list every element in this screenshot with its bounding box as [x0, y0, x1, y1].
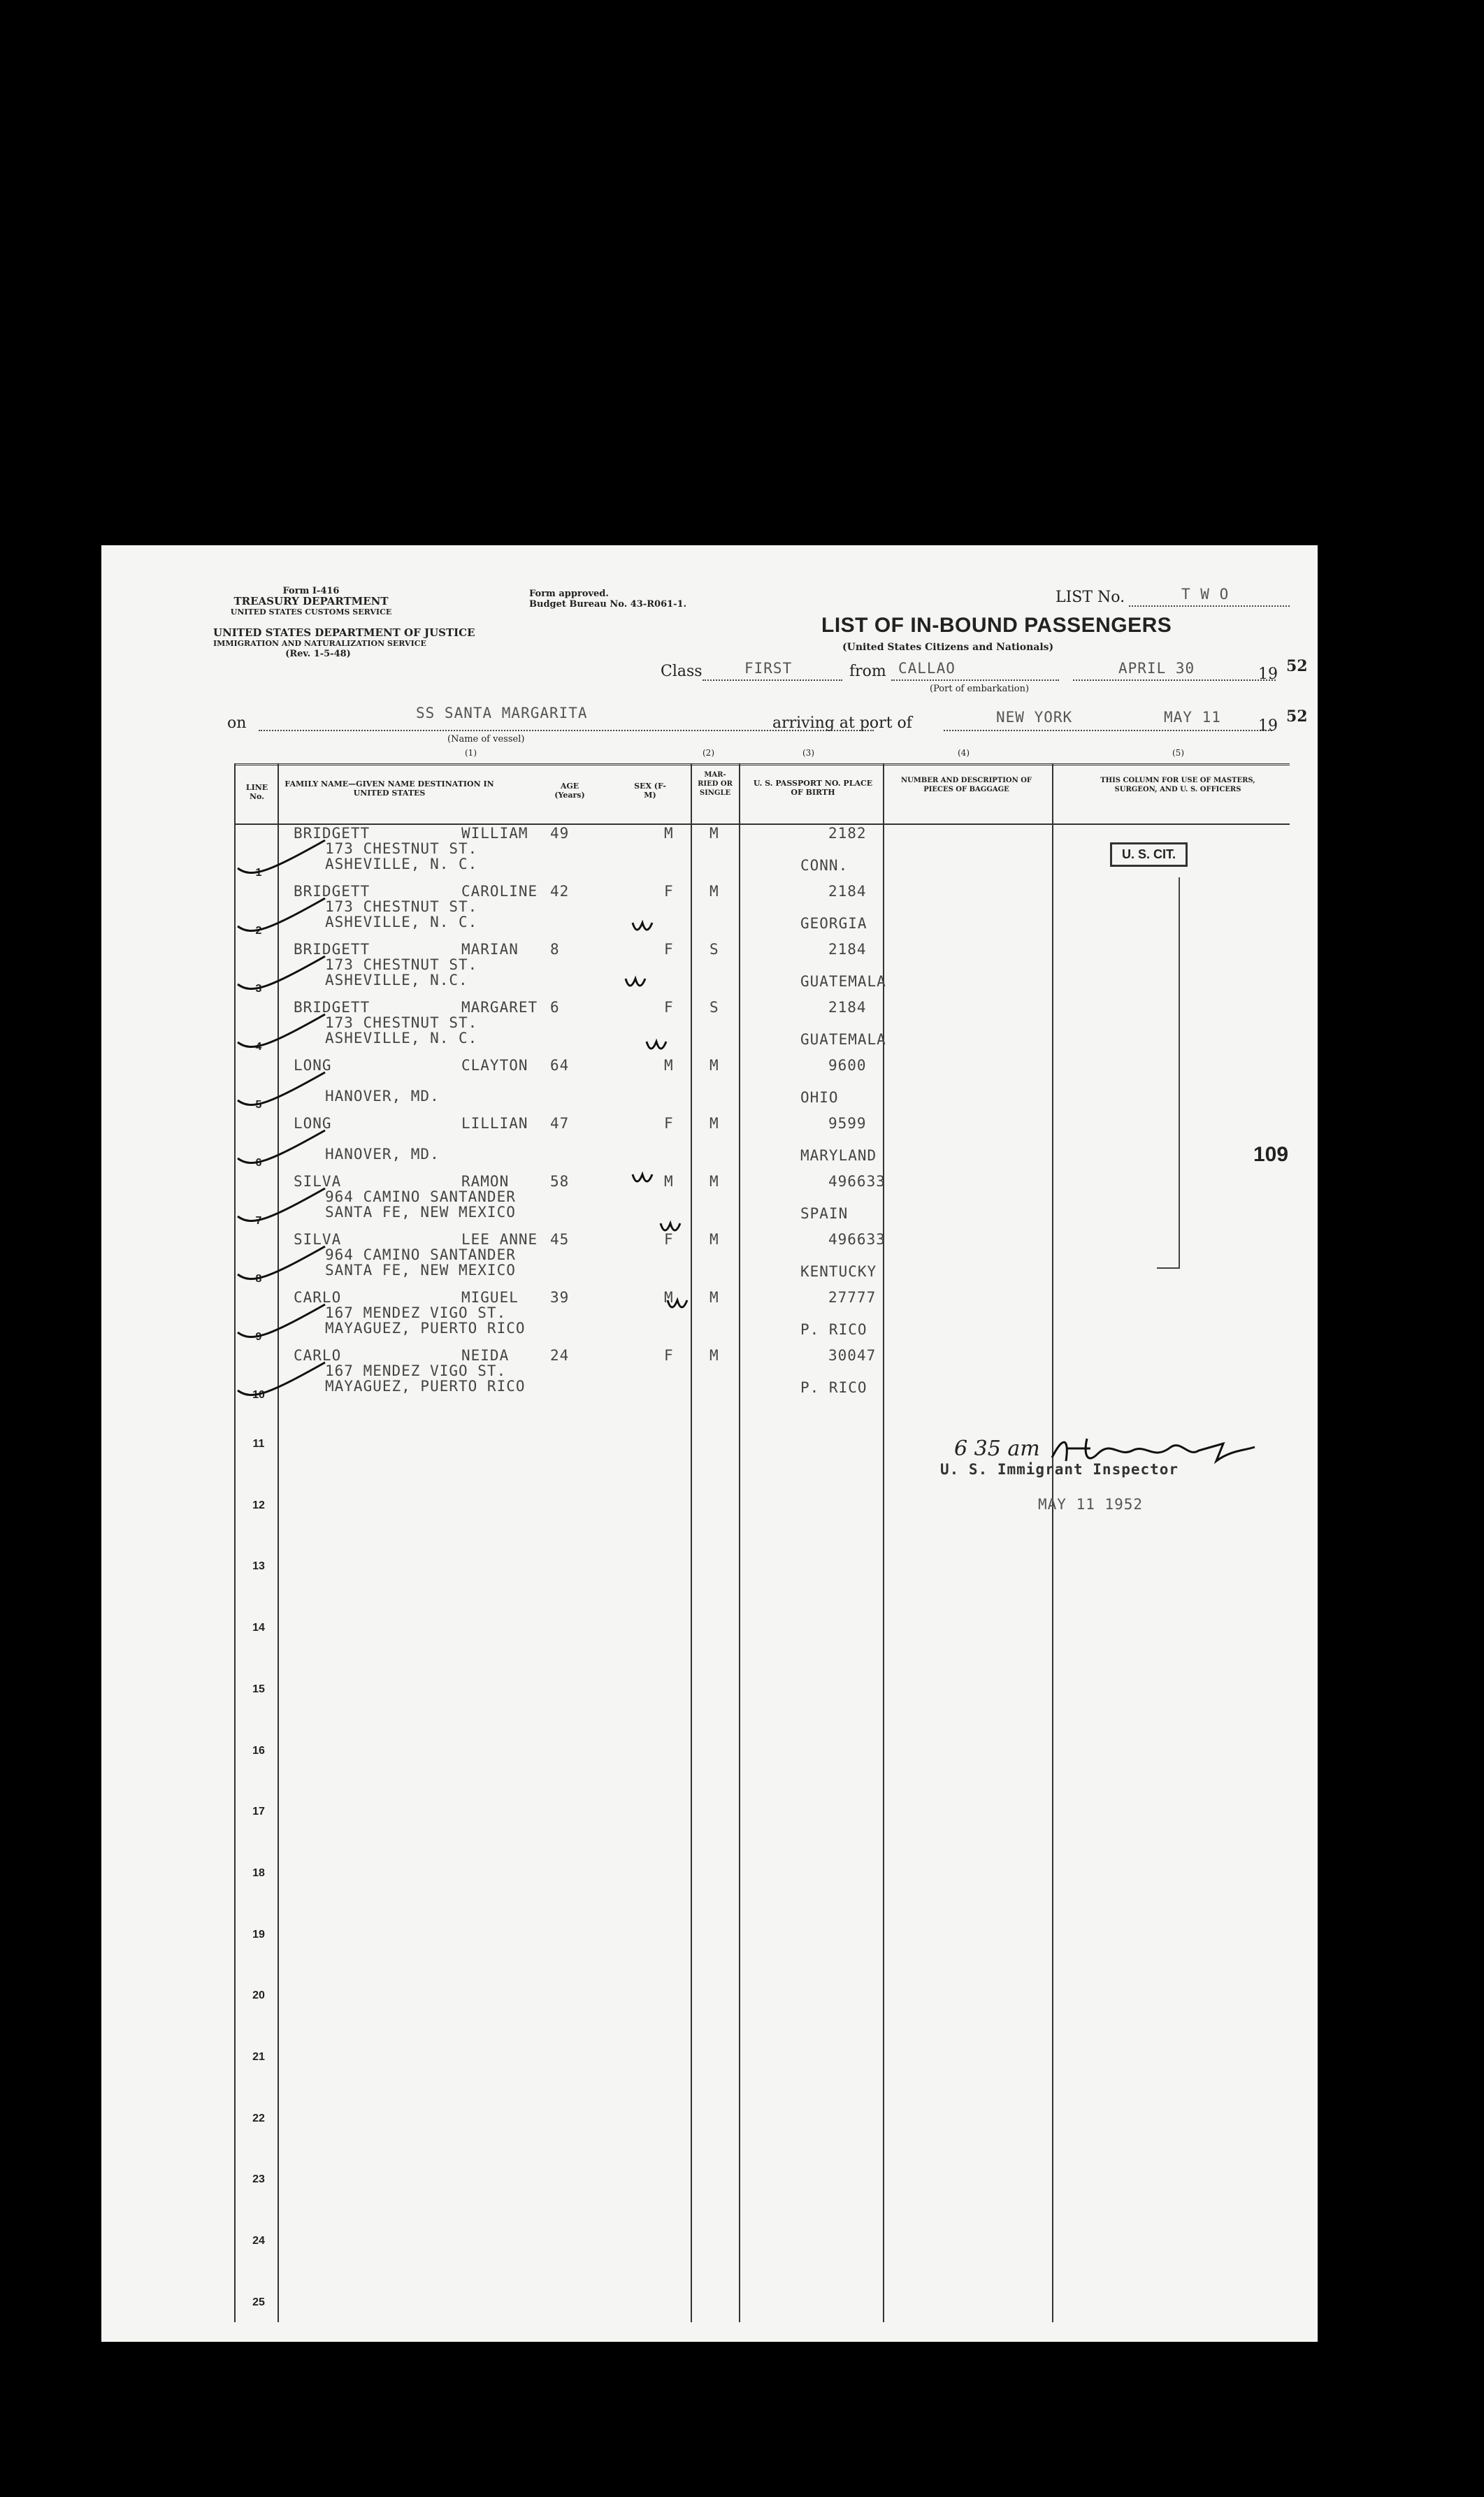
- passport-number: 496633: [828, 1231, 886, 1248]
- line-number: 1: [255, 867, 262, 879]
- family-name: BRIDGETT: [294, 825, 370, 842]
- marital-status: M: [709, 1347, 719, 1364]
- family-name: CARLO: [294, 1347, 342, 1364]
- age: 58: [550, 1173, 570, 1190]
- page-number: 109: [1253, 1143, 1289, 1166]
- check-mark: [238, 1246, 325, 1279]
- col-header-passport: U. S. PASSPORT NO. PLACE OF BIRTH: [753, 779, 873, 797]
- family-name: BRIDGETT: [294, 941, 370, 958]
- budget-bureau: Budget Bureau No. 43-R061-1.: [529, 599, 687, 610]
- departure-date: APRIL 30: [1118, 660, 1195, 677]
- passport-number: 30047: [828, 1347, 877, 1364]
- arrival-port: NEW YORK: [996, 709, 1073, 726]
- manifest-page: [101, 545, 1318, 2342]
- vessel-caption: (Name of vessel): [447, 734, 525, 744]
- check-mark: [238, 1130, 325, 1163]
- line-number: 7: [255, 1215, 262, 1227]
- line-number: 22: [252, 2112, 265, 2124]
- sex: F: [664, 999, 674, 1016]
- family-name: BRIDGETT: [294, 999, 370, 1016]
- address-city: MAYAGUEZ, PUERTO RICO: [325, 1378, 526, 1395]
- initial-mark: [647, 1042, 666, 1049]
- line-number: 23: [252, 2173, 265, 2186]
- class-value: FIRST: [744, 660, 793, 677]
- bracket-tick: [1157, 1267, 1180, 1269]
- port-embarkation-caption: (Port of embarkation): [930, 684, 1030, 694]
- given-name: MIGUEL: [461, 1289, 519, 1306]
- marital-status: S: [709, 999, 719, 1016]
- age: 45: [550, 1231, 570, 1248]
- family-name: BRIDGETT: [294, 883, 370, 900]
- place-of-birth: GUATEMALA: [800, 973, 886, 990]
- arrival-line: [944, 730, 1272, 731]
- us-cit-stamp: U. S. CIT.: [1110, 842, 1188, 867]
- vessel-name: SS SANTA MARGARITA: [416, 705, 588, 721]
- line-number: 21: [252, 2051, 265, 2063]
- col-header-age: AGE (Years): [554, 782, 585, 800]
- address-city: HANOVER, MD.: [325, 1146, 440, 1163]
- age: 39: [550, 1289, 570, 1306]
- date-line: [1073, 679, 1276, 681]
- place-of-birth: SPAIN: [800, 1205, 849, 1222]
- col-num-2: (2): [703, 748, 714, 758]
- check-mark: [238, 956, 325, 989]
- page-subtitle: (United States Citizens and Nationals): [842, 642, 1054, 653]
- passport-number: 496633: [828, 1173, 886, 1190]
- given-name: CAROLINE: [461, 883, 538, 900]
- check-mark: [238, 1362, 325, 1395]
- sex: F: [664, 941, 674, 958]
- place-of-birth: GUATEMALA: [800, 1031, 886, 1048]
- passport-number: 9600: [828, 1057, 867, 1074]
- line-number: 11: [252, 1438, 265, 1450]
- given-name: NEIDA: [461, 1347, 510, 1364]
- passport-number: 9599: [828, 1115, 867, 1132]
- age: 64: [550, 1057, 570, 1074]
- inspection-date-stamp: MAY 11 1952: [1038, 1496, 1144, 1513]
- address-city: MAYAGUEZ, PUERTO RICO: [325, 1320, 526, 1337]
- given-name: MARIAN: [461, 941, 519, 958]
- given-name: RAMON: [461, 1173, 510, 1190]
- marital-status: S: [709, 941, 719, 958]
- address-city: ASHEVILLE, N. C.: [325, 856, 478, 872]
- line-number: 18: [252, 1866, 265, 1879]
- initial-mark: [633, 923, 652, 930]
- place-of-birth: KENTUCKY: [800, 1263, 877, 1280]
- sex: M: [664, 825, 674, 842]
- arrival-year-prefix: 19: [1258, 717, 1278, 735]
- col-divider: [883, 763, 884, 2322]
- given-name: LILLIAN: [461, 1115, 528, 1132]
- line-number: 12: [252, 1499, 265, 1511]
- treasury-dept: TREASURY DEPARTMENT: [233, 595, 389, 607]
- col-divider: [1052, 763, 1053, 2322]
- passport-number: 27777: [828, 1289, 877, 1306]
- initial-mark: [633, 1174, 652, 1181]
- address-street: 173 CHESTNUT ST.: [325, 898, 478, 915]
- page-title: LIST OF IN-BOUND PASSENGERS: [821, 614, 1172, 637]
- given-name: CLAYTON: [461, 1057, 528, 1074]
- address-street: 964 CAMINO SANTANDER: [325, 1188, 516, 1205]
- place-of-birth: P. RICO: [800, 1321, 867, 1338]
- check-mark: [238, 1188, 325, 1221]
- time-note: 6 35 am: [954, 1437, 1040, 1461]
- check-mark: [238, 1014, 325, 1047]
- from-value: CALLAO: [898, 660, 956, 677]
- line-number: 24: [252, 2235, 265, 2247]
- address-city: HANOVER, MD.: [325, 1088, 440, 1104]
- line-number: 10: [252, 1389, 265, 1401]
- line-number: 8: [255, 1273, 262, 1285]
- marital-status: M: [709, 1115, 719, 1132]
- line-number: 19: [252, 1928, 265, 1941]
- marital-status: M: [709, 883, 719, 900]
- place-of-birth: CONN.: [800, 857, 849, 874]
- col-num-4: (4): [958, 748, 970, 758]
- form-number: Form I-416: [282, 586, 340, 596]
- address-street: 167 MENDEZ VIGO ST.: [325, 1362, 507, 1379]
- address-city: SANTA FE, NEW MEXICO: [325, 1262, 516, 1279]
- from-label: from: [849, 663, 886, 680]
- address-street: 173 CHESTNUT ST.: [325, 956, 478, 973]
- on-label: on: [227, 714, 247, 732]
- passport-number: 2182: [828, 825, 867, 842]
- age: 42: [550, 883, 570, 900]
- from-line: [891, 679, 1059, 681]
- col-header-line: LINE No.: [245, 783, 268, 801]
- line-number: 6: [255, 1157, 262, 1169]
- col-header-name: FAMILY NAME—GIVEN NAME DESTINATION IN UNITED STATES: [284, 779, 494, 798]
- family-name: SILVA: [294, 1231, 342, 1248]
- family-name: CARLO: [294, 1289, 342, 1306]
- initial-mark: [661, 1223, 680, 1230]
- family-name: LONG: [294, 1057, 332, 1074]
- list-no-label: LIST No.: [1056, 589, 1125, 606]
- col-header-married: MAR-RIED OR SINGLE: [698, 771, 733, 797]
- line-number: 5: [255, 1099, 262, 1111]
- initial-mark: [626, 979, 645, 986]
- marital-status: M: [709, 1173, 719, 1190]
- line-number: 3: [255, 983, 262, 995]
- line-number: 13: [252, 1560, 265, 1573]
- line-number: 25: [252, 2296, 265, 2308]
- family-name: LONG: [294, 1115, 332, 1132]
- given-name: WILLIAM: [461, 825, 528, 842]
- line-number: 14: [252, 1622, 265, 1634]
- sex: M: [664, 1289, 674, 1306]
- line-number: 17: [252, 1806, 265, 1818]
- address-city: ASHEVILLE, N. C.: [325, 914, 478, 930]
- col-num-3: (3): [802, 748, 814, 758]
- year-prefix: 19: [1258, 665, 1278, 683]
- check-marks: [101, 545, 800, 1524]
- list-no-line: [1129, 605, 1290, 607]
- arriving-label: arriving at port of: [772, 714, 912, 732]
- year-value: 52: [1286, 657, 1308, 675]
- family-name: SILVA: [294, 1173, 342, 1190]
- col-num-5: (5): [1172, 748, 1184, 758]
- address-street: 173 CHESTNUT ST.: [325, 840, 478, 857]
- line-number: 16: [252, 1744, 265, 1757]
- address-street: 173 CHESTNUT ST.: [325, 1014, 478, 1031]
- line-number: 9: [255, 1331, 262, 1343]
- col-header-baggage: NUMBER AND DESCRIPTION OF PIECES OF BAGGAGE: [900, 777, 1032, 793]
- marital-status: M: [709, 1231, 719, 1248]
- marital-status: M: [709, 1289, 719, 1306]
- sex: F: [664, 1347, 674, 1364]
- check-mark: [238, 898, 325, 931]
- address-city: ASHEVILLE, N.C.: [325, 972, 468, 988]
- marital-status: M: [709, 825, 719, 842]
- passport-number: 2184: [828, 941, 867, 958]
- col-num-1: (1): [465, 748, 477, 758]
- sex: F: [664, 1115, 674, 1132]
- place-of-birth: OHIO: [800, 1089, 839, 1106]
- check-mark: [238, 1072, 325, 1105]
- customs-service: UNITED STATES CUSTOMS SERVICE: [230, 607, 392, 617]
- place-of-birth: MARYLAND: [800, 1147, 877, 1164]
- line-number: 2: [255, 925, 262, 937]
- class-label: Class: [661, 663, 703, 680]
- arrival-year: 52: [1286, 707, 1308, 726]
- col-header-sex: SEX (F-M): [634, 782, 666, 800]
- address-street: 167 MENDEZ VIGO ST.: [325, 1304, 507, 1321]
- place-of-birth: P. RICO: [800, 1379, 867, 1396]
- initial-mark: [668, 1300, 687, 1307]
- check-mark: [238, 1304, 325, 1337]
- age: 6: [550, 999, 560, 1016]
- age: 47: [550, 1115, 570, 1132]
- marital-status: M: [709, 1057, 719, 1074]
- age: 49: [550, 825, 570, 842]
- bracket-line: [1179, 877, 1180, 1269]
- list-no-value: T W O: [1181, 586, 1230, 603]
- given-name: MARGARET: [461, 999, 538, 1016]
- check-mark: [238, 840, 325, 873]
- justice-dept: UNITED STATES DEPARTMENT OF JUSTICE: [213, 626, 475, 639]
- sex: M: [664, 1057, 674, 1074]
- age: 8: [550, 941, 560, 958]
- given-name: LEE ANNE: [461, 1231, 538, 1248]
- age: 24: [550, 1347, 570, 1364]
- revision: (Rev. 1-5-48): [285, 649, 351, 659]
- sex: F: [664, 1231, 674, 1248]
- arrival-date: MAY 11: [1164, 709, 1221, 726]
- passport-number: 2184: [828, 999, 867, 1016]
- address-city: ASHEVILLE, N. C.: [325, 1030, 478, 1046]
- sex: M: [664, 1173, 674, 1190]
- inspector-title: U. S. Immigrant Inspector: [940, 1461, 1179, 1478]
- sex: F: [664, 883, 674, 900]
- address-street: 964 CAMINO SANTANDER: [325, 1246, 516, 1263]
- line-number: 4: [255, 1041, 262, 1053]
- passport-number: 2184: [828, 883, 867, 900]
- line-number: 15: [252, 1683, 265, 1695]
- place-of-birth: GEORGIA: [800, 915, 867, 932]
- form-approved: Form approved.: [529, 589, 609, 599]
- col-header-officers: THIS COLUMN FOR USE OF MASTERS, SURGEON, AND U. S. OFFICERS: [1100, 777, 1255, 793]
- address-city: SANTA FE, NEW MEXICO: [325, 1204, 516, 1221]
- ins-service: IMMIGRATION AND NATURALIZATION SERVICE: [213, 639, 426, 648]
- line-number: 20: [252, 1989, 265, 2002]
